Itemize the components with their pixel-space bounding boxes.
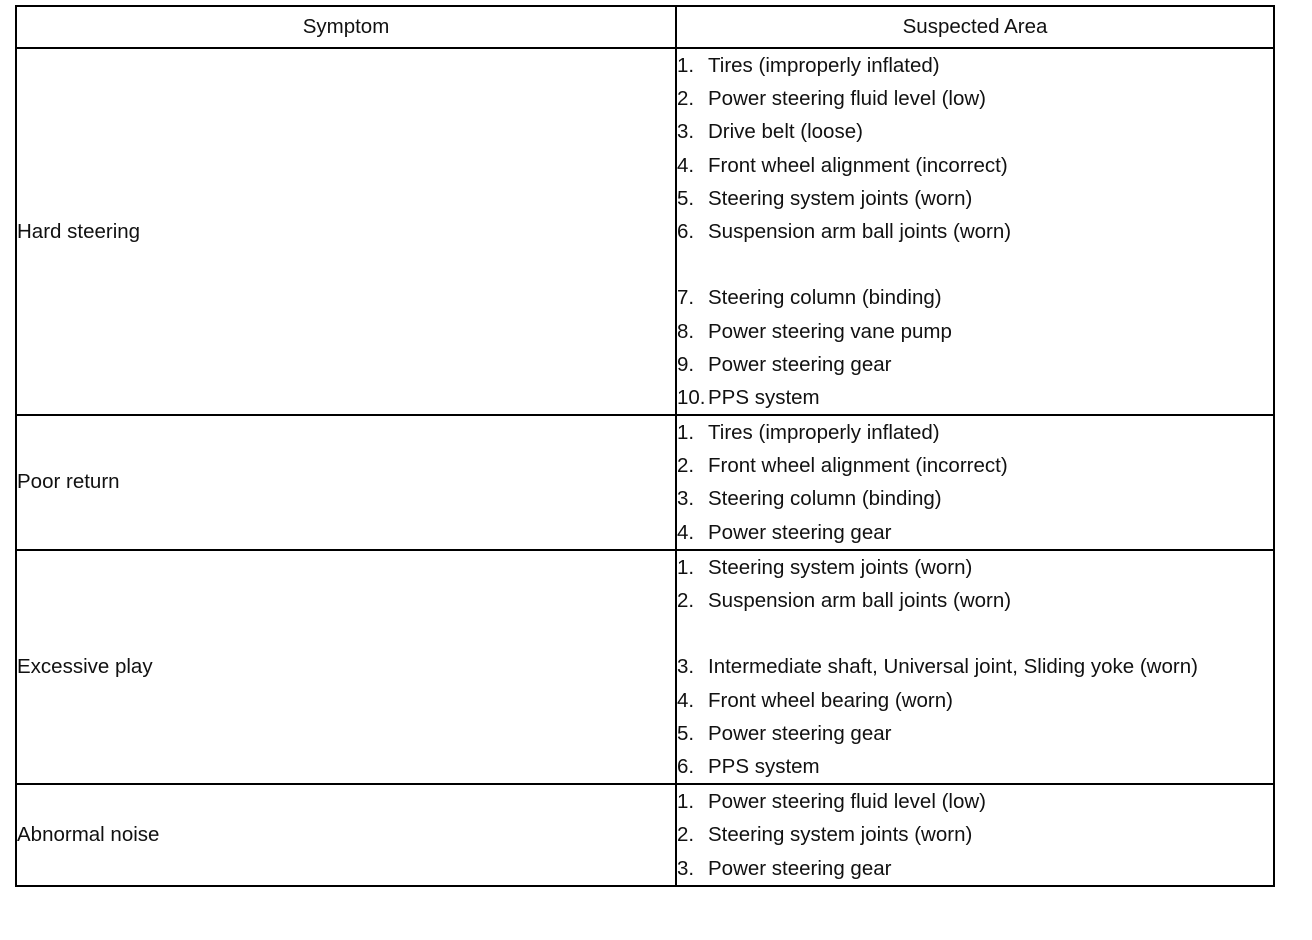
symptom-cell: Hard steering: [16, 48, 676, 415]
symptom-cell: Abnormal noise: [16, 784, 676, 886]
item-text: Power steering gear: [708, 352, 892, 376]
item-text: Power steering gear: [708, 520, 892, 544]
item-number: 9.: [677, 352, 695, 376]
item-number: 4.: [677, 688, 695, 712]
list-item: [677, 315, 1273, 348]
suspected-area-cell: [676, 784, 1274, 886]
item-number: 2.: [677, 589, 695, 612]
item-number: 2.: [677, 87, 695, 111]
item-text: Steering system joints (worn): [708, 823, 973, 847]
item-text: Steering column (binding): [708, 286, 942, 310]
item-text: Intermediate shaft, Universal joint, Sliding yoke (worn): [708, 655, 1198, 679]
suspected-area-cell: [676, 48, 1274, 415]
item-text: Power steering gear: [708, 856, 892, 880]
item-text: Front wheel bearing (worn): [708, 688, 953, 712]
item-number: 3.: [677, 120, 695, 144]
list-item: [677, 149, 1273, 182]
item-number: 4.: [677, 520, 695, 544]
list-item: [677, 449, 1273, 482]
item-text: Power steering gear: [708, 721, 892, 745]
list-item: [677, 750, 1273, 783]
list-item: [677, 482, 1273, 515]
item-number: 10.: [677, 385, 706, 409]
list-item: [677, 215, 1273, 248]
item-number: 2.: [677, 454, 695, 478]
table-row: [16, 48, 1274, 415]
suspected-area-cell: [676, 550, 1274, 784]
suspected-area-cell: [676, 415, 1274, 550]
list-item: [677, 684, 1273, 717]
suspected-area-list: [677, 416, 1273, 549]
suspected-area-list: [677, 49, 1273, 414]
item-number: 6.: [677, 219, 695, 243]
item-text: Front wheel alignment (incorrect): [708, 454, 1008, 478]
symptom-cell: Excessive play: [16, 550, 676, 784]
list-item: [677, 115, 1273, 148]
item-text: Steering system joints (worn): [708, 555, 973, 579]
item-text: Power steering fluid level (low): [708, 790, 987, 814]
table-row: [16, 415, 1274, 550]
list-item: [677, 551, 1273, 584]
item-text: Power steering vane pump: [708, 319, 952, 343]
item-number: 1.: [677, 421, 695, 445]
item-text: PPS system: [708, 754, 820, 778]
list-item: [677, 381, 1273, 414]
list-item: [677, 717, 1273, 750]
list-item: [677, 281, 1273, 314]
header-suspected-area: Suspected Area: [676, 6, 1274, 48]
list-item: [677, 818, 1273, 851]
item-text: Drive belt (loose): [708, 120, 863, 144]
item-text: Tires (improperly inflated): [708, 421, 940, 445]
item-number: 6.: [677, 754, 695, 778]
item-number: 2.: [677, 823, 695, 847]
item-number: 3.: [677, 655, 695, 679]
item-number: 1.: [677, 555, 695, 579]
header-symptom: Symptom: [16, 6, 676, 48]
table-row: [16, 550, 1274, 784]
item-number: 8.: [677, 319, 695, 343]
item-number: 5.: [677, 186, 695, 210]
item-text: Suspension arm ball joints (worn): [708, 219, 1012, 243]
item-text: Tires (improperly inflated): [708, 54, 940, 77]
item-text: Steering system joints (worn): [708, 186, 973, 210]
item-text: Suspension arm ball joints (worn): [708, 589, 1012, 612]
item-text: Power steering fluid level (low): [708, 87, 987, 111]
suspected-area-list: [677, 785, 1273, 885]
list-item: [677, 82, 1273, 115]
item-number: 1.: [677, 790, 695, 814]
list-item: [677, 49, 1273, 82]
item-number: 3.: [677, 487, 695, 511]
list-item: [677, 785, 1273, 818]
troubleshooting-table: [15, 5, 1275, 887]
item-number: 7.: [677, 286, 695, 310]
suspected-area-list: [677, 551, 1273, 783]
list-item: [677, 416, 1273, 449]
list-item: [677, 516, 1273, 549]
item-text: Steering column (binding): [708, 487, 942, 511]
symptom-cell: Poor return: [16, 415, 676, 550]
item-text: PPS system: [708, 385, 820, 409]
list-item: [677, 584, 1273, 617]
list-item: [677, 650, 1273, 683]
header-row: [16, 6, 1274, 48]
list-item: [677, 348, 1273, 381]
list-item: [677, 182, 1273, 215]
item-number: 1.: [677, 54, 695, 77]
item-text: Front wheel alignment (incorrect): [708, 153, 1008, 177]
item-number: 3.: [677, 856, 695, 880]
list-item: [677, 852, 1273, 885]
item-number: 4.: [677, 153, 695, 177]
table-row: [16, 784, 1274, 886]
item-number: 5.: [677, 721, 695, 745]
